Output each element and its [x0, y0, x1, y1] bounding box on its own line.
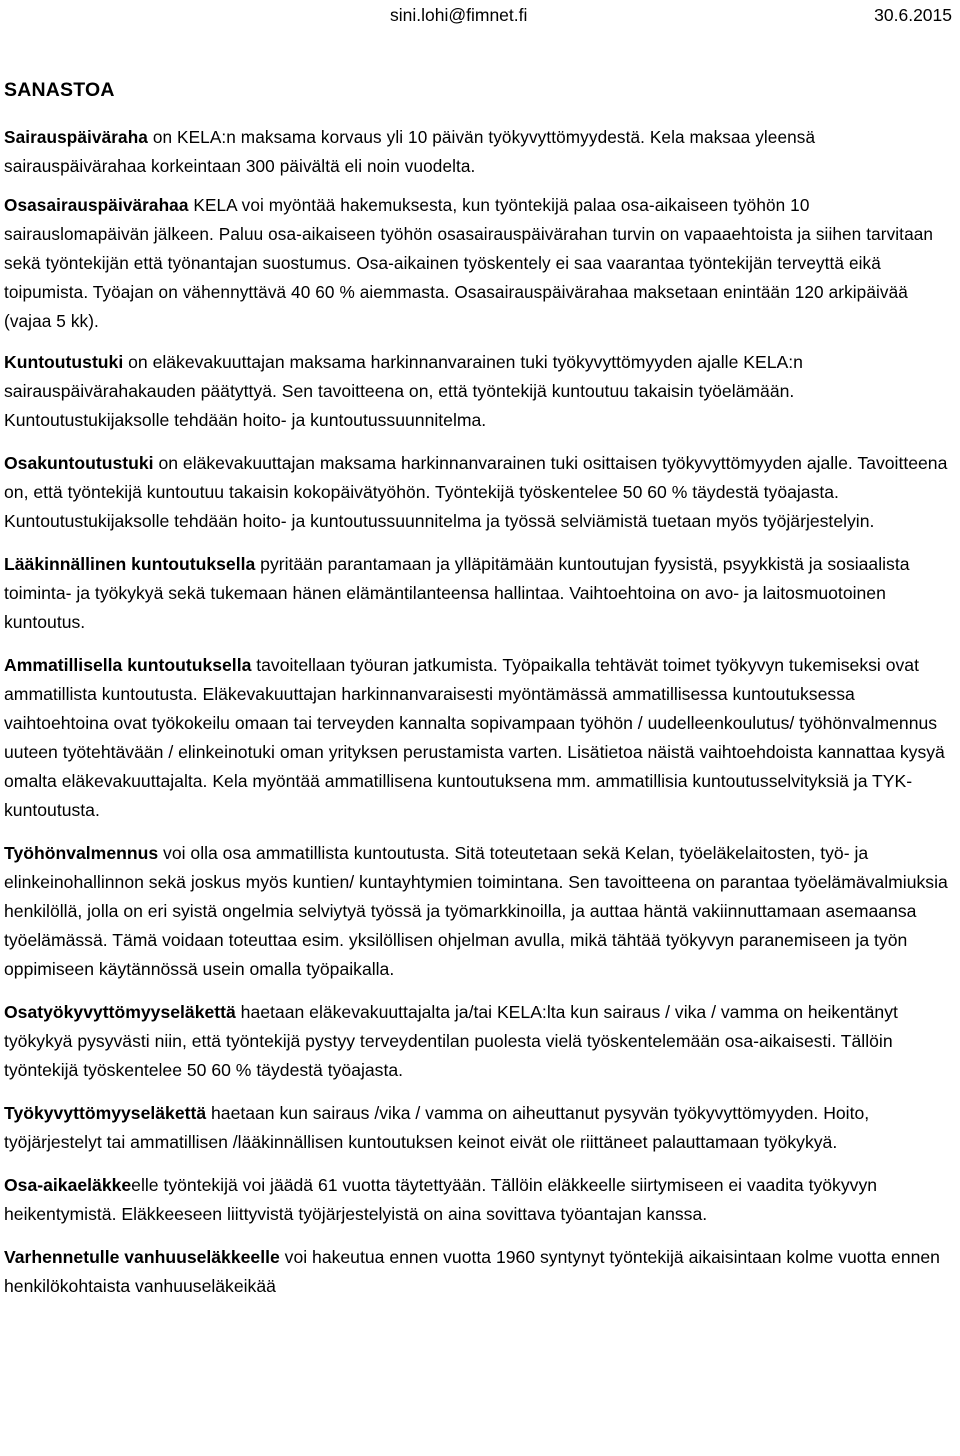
paragraph-sairauspaivaraha [4, 123, 948, 181]
definition: on eläkevakuuttajan maksama harkinnanvarainen tuki osittaisen työkyvyttömyyden ajalle. Tavoitteena on, että työntekijä kuntoutuu takaisin kokopäivätyöhön. Työntekijä työskentelee 50 60 % täydestä työajasta. Kuntoutustukijaksolle tehdään hoito- ja kuntoutussuunnitelma ja työssä selviämistä tuetaan myös työjärjestelyin. [4, 453, 948, 531]
paragraph-laakinnallinen-kuntoutus [4, 550, 948, 637]
definition: pyritään parantamaan ja ylläpitämään kuntoutujan fyysistä, psyykkistä ja sosiaalista toiminta- ja työkykyä sekä tukemaan hänen elämäntilanteensa hallintaa. Vaihtoehtoina on avo- ja laitosmuotoinen kuntoutus. [4, 554, 910, 632]
term: Sairauspäiväraha [4, 127, 148, 147]
term: Työkyvyttömyyseläkettä [4, 1103, 207, 1123]
definition: tavoitellaan työuran jatkumista. Työpaikalla tehtävät toimet työkyvyn tukemiseksi ovat ammatillista kuntoutusta. Eläkevakuuttajan harkinnanvaraisesti myöntämässä ammatillisessa kuntoutuksessa vaihtoehtoina ovat työkokeilu omaan tai terveyden kannalta sopivampaan työhön / uudelleenkoulutus/ työhönvalmennus uuteen työtehtävään / elinkeinotuki oman yrityksen perustamista varten. Lisätietoa näistä vaihtoehdoista kannattaa kysyä omalta eläkevakuuttajalta. Kela myöntää ammatillisena kuntoutuksena mm. ammatillisia kuntoutusselvityksiä ja TYK-kuntoutusta. [4, 655, 945, 820]
term: Lääkinnällinen kuntoutuksella [4, 554, 256, 574]
term: Osasairauspäivärahaa [4, 195, 189, 215]
definition: haetaan eläkevakuuttajalta ja/tai KELA:lta kun sairaus / vika / vamma on heikentänyt työkykyä pysyvästi niin, että työntekijä pystyy terveydentilan puolesta vielä työskentelemään osa-aikaisesti. Tällöin työntekijä työskentelee 50 60 % täydestä työajasta. [4, 1002, 898, 1080]
definition: haetaan kun sairaus /vika / vamma on aiheuttanut pysyvän työkyvyttömyyden. Hoito, työjärjestelyt tai ammatillisen /lääkinnällisen kuntoutuksen keinot eivät ole riittäneet palauttamaan työkykyä. [4, 1103, 870, 1152]
paragraph-tyokyvyttomyyselake [4, 1099, 948, 1157]
paragraph-kuntoutustuki [4, 348, 948, 435]
header-email: sini.lohi@fimnet.fi [390, 5, 528, 25]
definition: voi hakeutua ennen vuotta 1960 syntynyt työntekijä aikaisintaan kolme vuotta ennen henkilökohtaista vanhuuseläkeikää [4, 1247, 940, 1296]
term: Osa-aikaeläkke [4, 1175, 132, 1195]
page-title: SANASTOA [4, 79, 115, 101]
paragraph-tyohonvalmennus [4, 839, 948, 984]
definition: voi olla osa ammatillista kuntoutusta. Sitä toteutetaan sekä Kelan, työeläkelaitosten, työ- ja elinkeinohallinnon sekä joskus myös kuntien/ kuntayhtymien toimintana. Sen tavoitteena on parantaa työelämävalmiuksia henkilöllä, jolla on eri syistä ongelmia selviytyä työssä ja työmarkkinoilla, ja auttaa häntä vakiinnuttamaan asemaansa työelämässä. Tämä voidaan toteuttaa esim. yksilöllisen ohjelman avulla, mikä tähtää työkyvyn paranemiseen ja työn oppimiseen käytännössä usein omalla työpaikalla. [4, 843, 948, 979]
term: Varhennetulle vanhuuseläkkeelle [4, 1247, 280, 1267]
paragraph-varhennettu-vanhuuselake [4, 1243, 948, 1301]
document-body [4, 123, 948, 1315]
definition: on eläkevakuuttajan maksama harkinnanvarainen tuki työkyvyttömyyden ajalle KELA:n sairauspäivärahakauden päätyttyä. Sen tavoitteena on, että työntekijä kuntoutuu takaisin työelämään. Kuntoutustukijaksolle tehdään hoito- ja kuntoutussuunnitelma. [4, 352, 803, 430]
paragraph-osatyokyvyttomyyselake [4, 998, 948, 1085]
definition: on KELA:n maksama korvaus yli 10 päivän työkyvyttömyydestä. Kela maksaa yleensä sairauspäivärahaa korkeintaan 300 päivältä eli noin vuodelta. [4, 127, 816, 176]
term: Työhönvalmennus [4, 843, 159, 863]
paragraph-ammatillinen-kuntoutus [4, 651, 948, 825]
header-date: 30.6.2015 [874, 5, 952, 25]
term: Kuntoutustuki [4, 352, 124, 372]
term: Osakuntoutustuki [4, 453, 154, 473]
paragraph-osakuntoutustuki [4, 449, 948, 536]
paragraph-osasairauspaivaraha [4, 191, 948, 336]
definition: elle työntekijä voi jäädä 61 vuotta täytettyään. Tällöin eläkkeelle siirtymiseen ei vaadita työkyvyn heikentymistä. Eläkkeeseen liittyvistä työjärjestelyistä on aina sovittava työantajan kanssa. [4, 1175, 878, 1224]
term: Osatyökyvyttömyyseläkettä [4, 1002, 236, 1022]
definition: KELA voi myöntää hakemuksesta, kun työntekijä palaa osa-aikaiseen työhön 10 sairauslomapäivän jälkeen. Paluu osa-aikaiseen työhön osasairauspäivärahan turvin on vapaaehtoista ja siihen tarvitaan sekä työntekijän että työnantajan suostumus. Osa-aikainen työskentely ei saa vaarantaa työntekijän terveyttä eikä toipumista. Työajan on vähennyttävä 40 60 % aiemmasta. Osasairauspäivärahaa maksetaan enintään 120 arkipäivää (vajaa 5 kk). [4, 195, 934, 331]
paragraph-osa-aikaelake [4, 1171, 948, 1229]
term: Ammatillisella kuntoutuksella [4, 655, 252, 675]
